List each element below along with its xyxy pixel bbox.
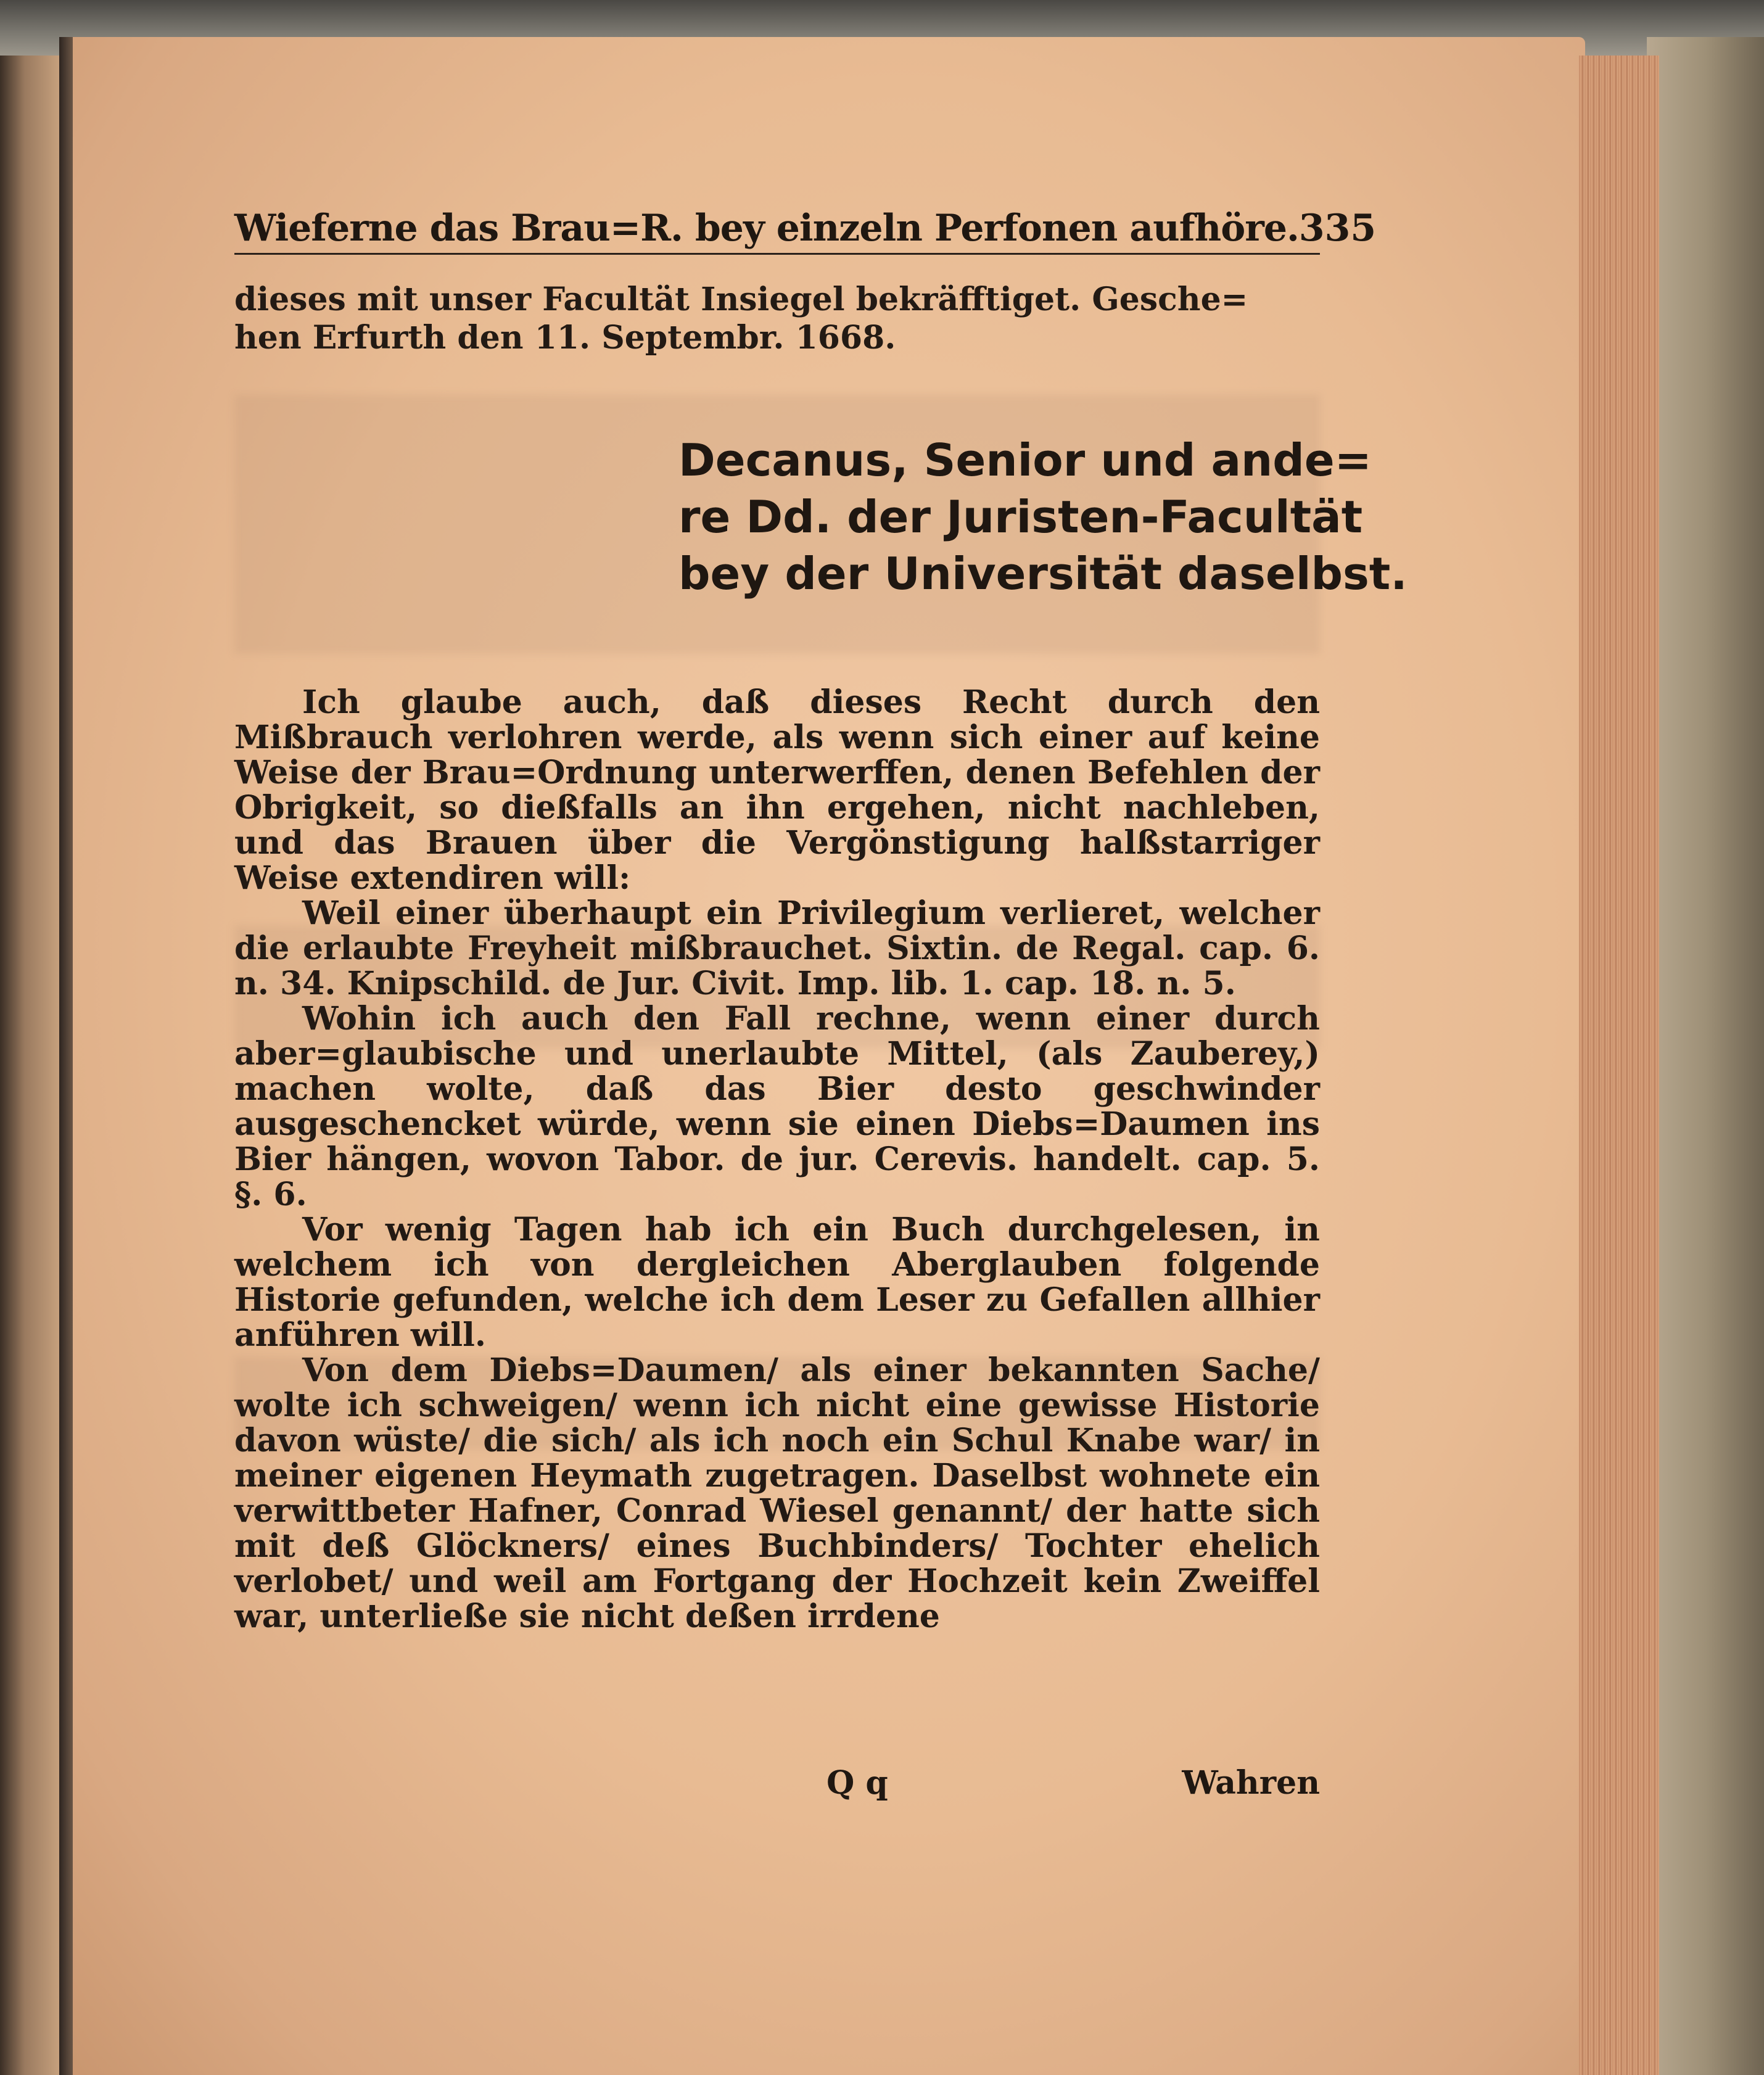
signature-line: bey der Universität daselbst. [678, 548, 1407, 600]
paragraph: Wohin ich auch den Fall rechne, wenn einer durch aber=glaubische und unerlaubte Mittel, (als Zauberey,) machen wolte, daß das Bier desto geschwinder ausgeschencket würde, wenn sie einen Diebs=Daumen ins Bier hängen, wovon Tabor. de jur. Cerevis. handelt. cap. 5. §. 6. [234, 1000, 1320, 1213]
page-footer [234, 1764, 1320, 1807]
signature-line: re Dd. der Juristen-Facultät [678, 491, 1363, 543]
gutter-shadow [59, 37, 73, 2075]
intro-text [234, 281, 1320, 357]
paragraph: Weil einer überhaupt ein Privilegium verlieret, welcher die erlaubte Freyheit mißbrauchet. Sixtin. de Regal. cap. 6. n. 34. Knipschild. de Jur. Civit. Imp. lib. 1. cap. 18. n. 5. [234, 894, 1320, 1002]
intro-line: hen Erfurth den 11. Septembr. 1668. [234, 319, 896, 357]
running-head-title: Wieferne das Brau=R. bey einzeln Perfonen aufhöre. [234, 207, 1299, 250]
paragraph: Vor wenig Tagen hab ich ein Buch durchgelesen, in welchem ich von dergleichen Aberglauben folgende Historie gefunden, welche ich dem Leser zu Gefallen allhier anführen will. [234, 1211, 1320, 1354]
page-edges [1579, 56, 1659, 2075]
paragraph: Ich glaube auch, daß dieses Recht durch den Mißbrauch verlohren werde, als wenn sich einer auf keine Weise der Brau=Ordnung unterwerffen, denen Befehlen der Obrigkeit, so dießfalls an ihn ergehen, nicht nachleben, und das Brauen über die Vergönstigung halßstarriger Weise extendiren will: [234, 683, 1320, 897]
signature-line: Decanus, Senior und ande= [678, 434, 1372, 486]
signature-mark: Q q [826, 1764, 888, 1802]
signature-block [678, 432, 1407, 602]
intro-line: dieses mit unser Facultät Insiegel bekräfftiget. Gesche= [234, 281, 1248, 318]
catchword: Wahren [1182, 1764, 1320, 1802]
paragraph: Von dem Diebs=Daumen/ als einer bekannten Sache/ wolte ich schweigen/ wenn ich nicht eine gewisse Historie davon wüste/ die sich/ als ich noch ein Schul Knabe war/ in meiner eigenen Heymath zugetragen. Daselbst wohnete ein verwittbeter Hafner, Conrad Wiesel genannt/ der hatte sich mit deß Glöckners/ eines Buchbinders/ Tochter ehelich verlobet/ und weil am Fortgang der Hochzeit kein Zweiffel war, unterließe sie nicht deßen irrdene [234, 1351, 1320, 1635]
page-number: 335 [1298, 207, 1377, 250]
book-cover-right [1647, 37, 1764, 2075]
running-head [234, 204, 1377, 255]
main-text [234, 685, 1320, 1634]
facing-page-edge [0, 56, 62, 2075]
